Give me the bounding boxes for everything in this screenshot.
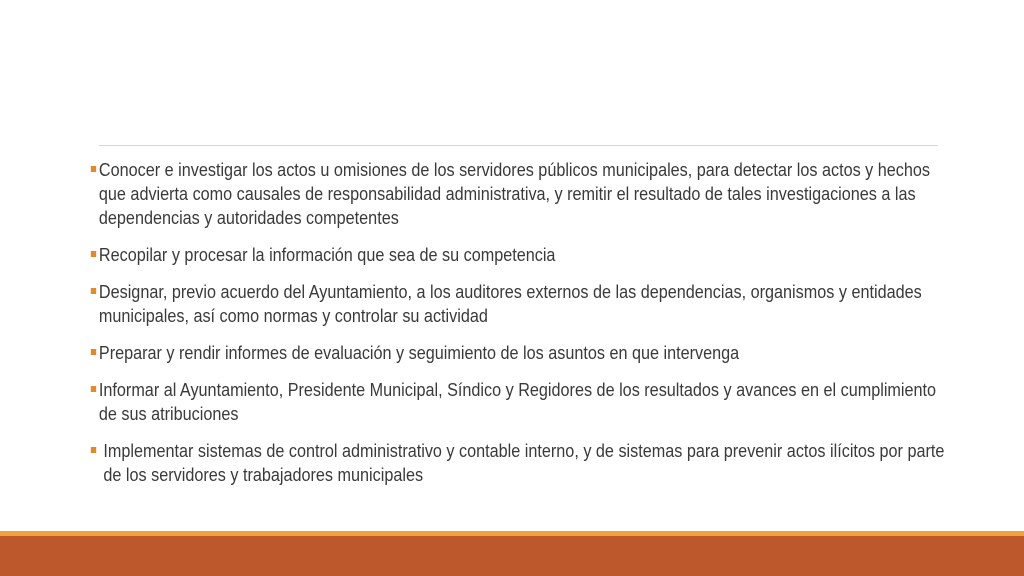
bullet-text: Informar al Ayuntamiento, Presidente Municipal, Síndico y Regidores de los resultados y avances en el cumplimiento de sus atribuciones: [98, 380, 937, 424]
bullet-text: Conocer e investigar los actos u omisiones de los servidores públicos municipales, para detectar los actos y hechos que advierta como causales de responsabilidad administrativa, y remitir el resultado de tales investigaciones a las dependencias y autoridades competentes: [98, 160, 931, 228]
square-bullet-icon: [91, 251, 96, 257]
bullet-item-4: [89, 341, 949, 365]
bullet-item-1: [89, 158, 949, 230]
bullet-list: [89, 158, 945, 500]
bullet-text: Designar, previo acuerdo del Ayuntamiento, a los auditores externos de las dependencias, organismos y entidades municipales, así como normas y controlar su actividad: [98, 282, 922, 326]
title-divider: [99, 145, 938, 146]
bullet-item-5: [89, 378, 949, 426]
bullet-item-6: [89, 439, 953, 487]
square-bullet-icon: [91, 447, 96, 453]
bullet-item-2: [89, 243, 949, 267]
square-bullet-icon: [91, 166, 96, 172]
bullet-text: Recopilar y procesar la información que sea de su competencia: [98, 245, 556, 265]
bullet-text: Implementar sistemas de control administrativo y contable interno, y de sistemas para prevenir actos ilícitos por parte de los servidores y trabajadores municipales: [103, 441, 945, 485]
bullet-text: Preparar y rendir informes de evaluación y seguimiento de los asuntos en que intervenga: [98, 343, 740, 363]
square-bullet-icon: [91, 386, 96, 392]
footer-bar: [0, 536, 1024, 576]
square-bullet-icon: [91, 349, 96, 355]
square-bullet-icon: [91, 288, 96, 294]
bullet-item-3: [89, 280, 949, 328]
